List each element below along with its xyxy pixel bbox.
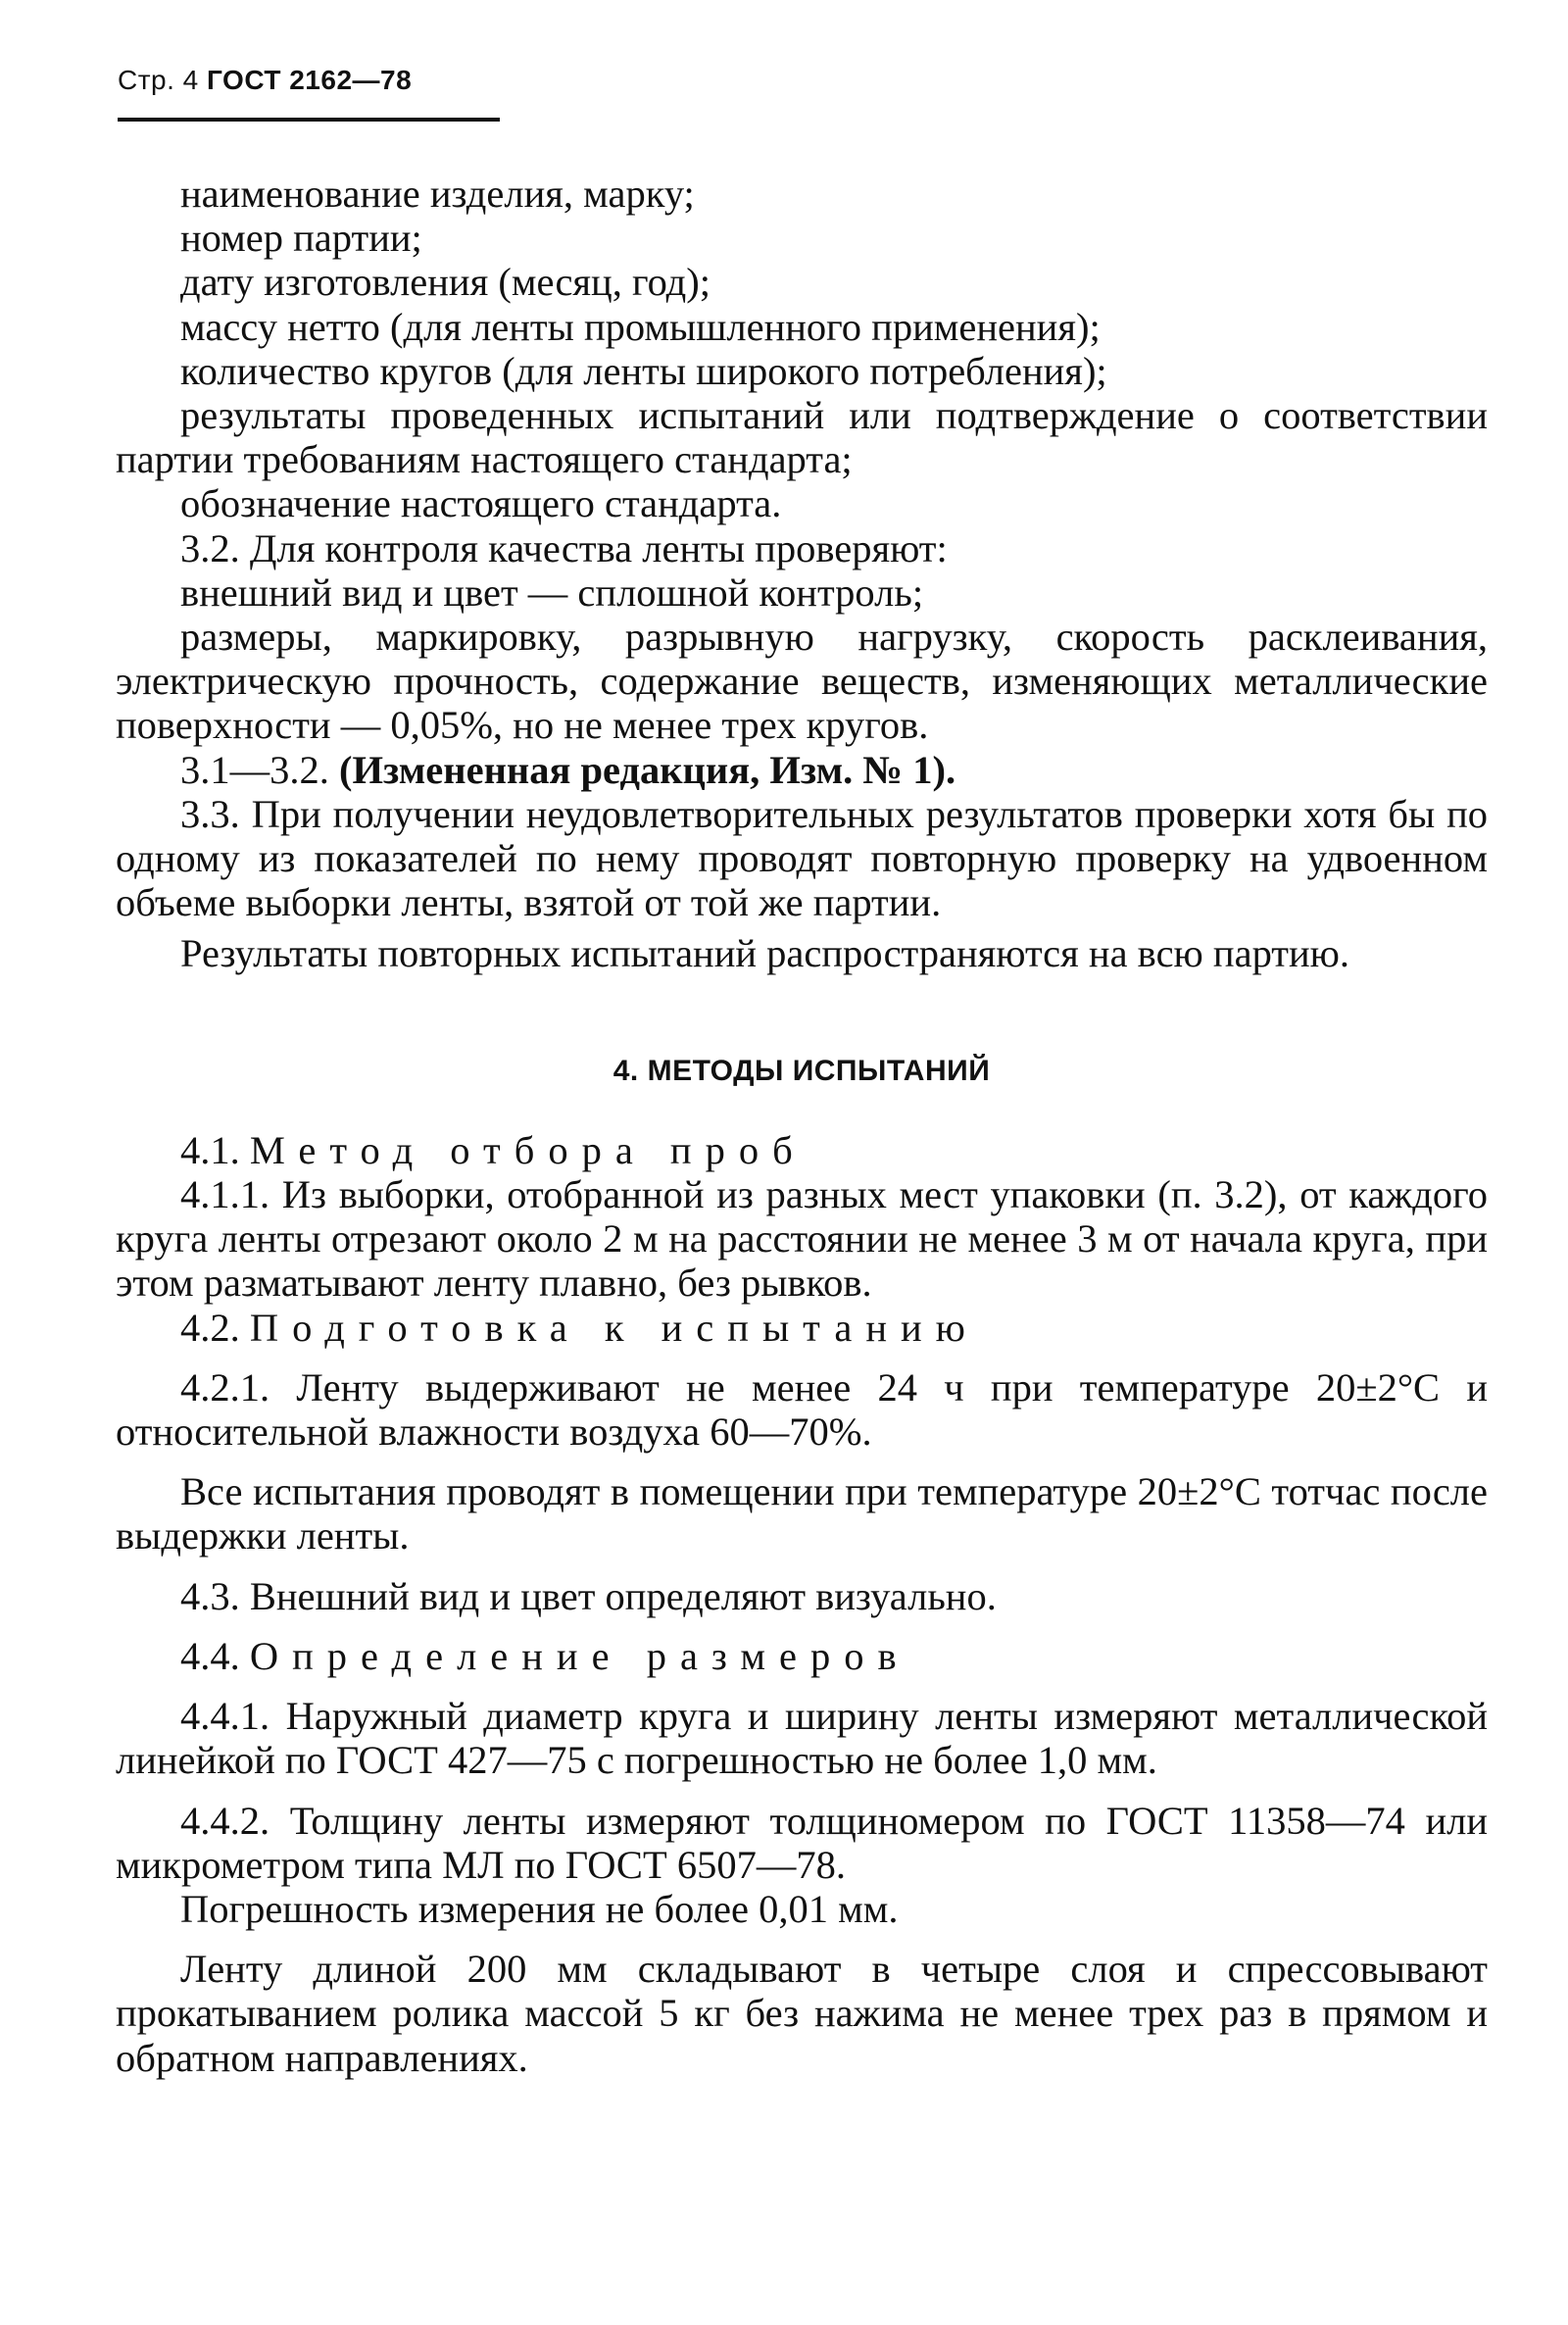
clause-3-3-result: Результаты повторных испытаний распространяются на всю партию. (180, 931, 1350, 976)
clause-4-4-2: 4.4.2. Толщину ленты измеряют толщиномером по ГОСТ 11358—74 или микрометром типа МЛ по ГОСТ 6507—78. (116, 1798, 1488, 1887)
clause-4-2-1-number: 4.2.1. (180, 1364, 270, 1410)
clause-4-2-note: Все испытания проводят в помещении при температуре 20±2°С тотчас после выдержки ленты. (116, 1469, 1488, 1558)
clause-4-4-1: 4.4.1. Наружный диаметр круга и ширину ленты измеряют металлической линейкой по ГОСТ 427—75 с погрешностью не более 1,0 мм. (116, 1694, 1488, 1783)
clause-4-2-number: 4.2. (180, 1305, 240, 1350)
clause-4-1-title: Метод отбора проб (249, 1127, 807, 1172)
clause-3-2-intro: 3.2. Для контроля качества ленты проверяют: (180, 525, 948, 570)
amendment-note (116, 748, 1488, 792)
clause-3-2-item: размеры, маркировку, разрывную нагрузку, скорость расклеивания, электрическую прочность, содержание веществ, изменяющих металлические поверхности — 0,05%, но не менее трех кругов. (116, 615, 1488, 748)
list-item: наименование изделия, марку; (180, 172, 695, 216)
clause-4-1-number: 4.1. (180, 1127, 240, 1172)
clause-4-4 (116, 1634, 1488, 1678)
clause-3-2-item: внешний вид и цвет — сплошной контроль; (180, 569, 924, 615)
clause-4-1 (116, 1128, 1488, 1172)
amendment-ref: 3.1—3.2. (180, 747, 329, 792)
amendment-text: (Измененная редакция, Изм. № 1). (339, 747, 956, 792)
page-label: Стр. 4 (118, 65, 199, 95)
standard-number: ГОСТ 2162—78 (207, 65, 413, 95)
clause-4-2-title: Подготовка к испытанию (249, 1305, 979, 1350)
clause-4-4-number: 4.4. (180, 1633, 240, 1678)
list-item: номер партии; (180, 216, 422, 261)
header-rule (118, 118, 500, 122)
clause-3-3: 3.3. При получении неудовлетворительных результатов проверки хотя бы по одному из показателей по нему проводят повторную проверку на удвоенном объеме выборки ленты, взятой от той же партии. (116, 791, 1488, 925)
clause-4-4-title: Определение размеров (249, 1633, 910, 1678)
clause-4-4-fold: Ленту длиной 200 мм складывают в четыре слоя и спрессовывают прокатыванием ролика массой 5 кг без нажима не менее трех раз в прямом и обратном направлениях. (116, 1947, 1488, 2080)
section-4-title: 4. МЕТОДЫ ИСПЫТАНИЙ (612, 1054, 991, 1087)
list-item: дату изготовления (месяц, год); (180, 260, 711, 305)
list-item: массу нетто (для ленты промышленного применения); (180, 304, 1101, 349)
clause-4-2-1 (116, 1365, 1488, 1454)
list-item: результаты проведенных испытаний или подтверждение о соответствии партии требованиям настоящего стандарта; (116, 393, 1488, 482)
clause-4-2 (116, 1306, 1488, 1350)
document-body (116, 172, 1488, 2080)
clause-4-2-1-text: Ленту выдерживают не менее 24 ч при температуре 20±2°С и относительной влажности воздуха 60—70%. (116, 1364, 1489, 1455)
clause-4-1-1: 4.1.1. Из выборки, отобранной из разных мест упаковки (п. 3.2), от каждого круга ленты отрезают около 2 м на расстоянии не менее 3 м от начала круга, при этом разматывают ленту плавно, без рывков. (116, 1172, 1488, 1306)
running-header (118, 65, 412, 96)
list-item: количество кругов (для ленты широкого потребления); (180, 348, 1107, 393)
clause-4-4-accuracy: Погрешность измерения не более 0,01 мм. (180, 1886, 899, 1931)
list-item: обозначение настоящего стандарта. (180, 481, 782, 526)
clause-4-3: 4.3. Внешний вид и цвет определяют визуально. (180, 1573, 997, 1618)
